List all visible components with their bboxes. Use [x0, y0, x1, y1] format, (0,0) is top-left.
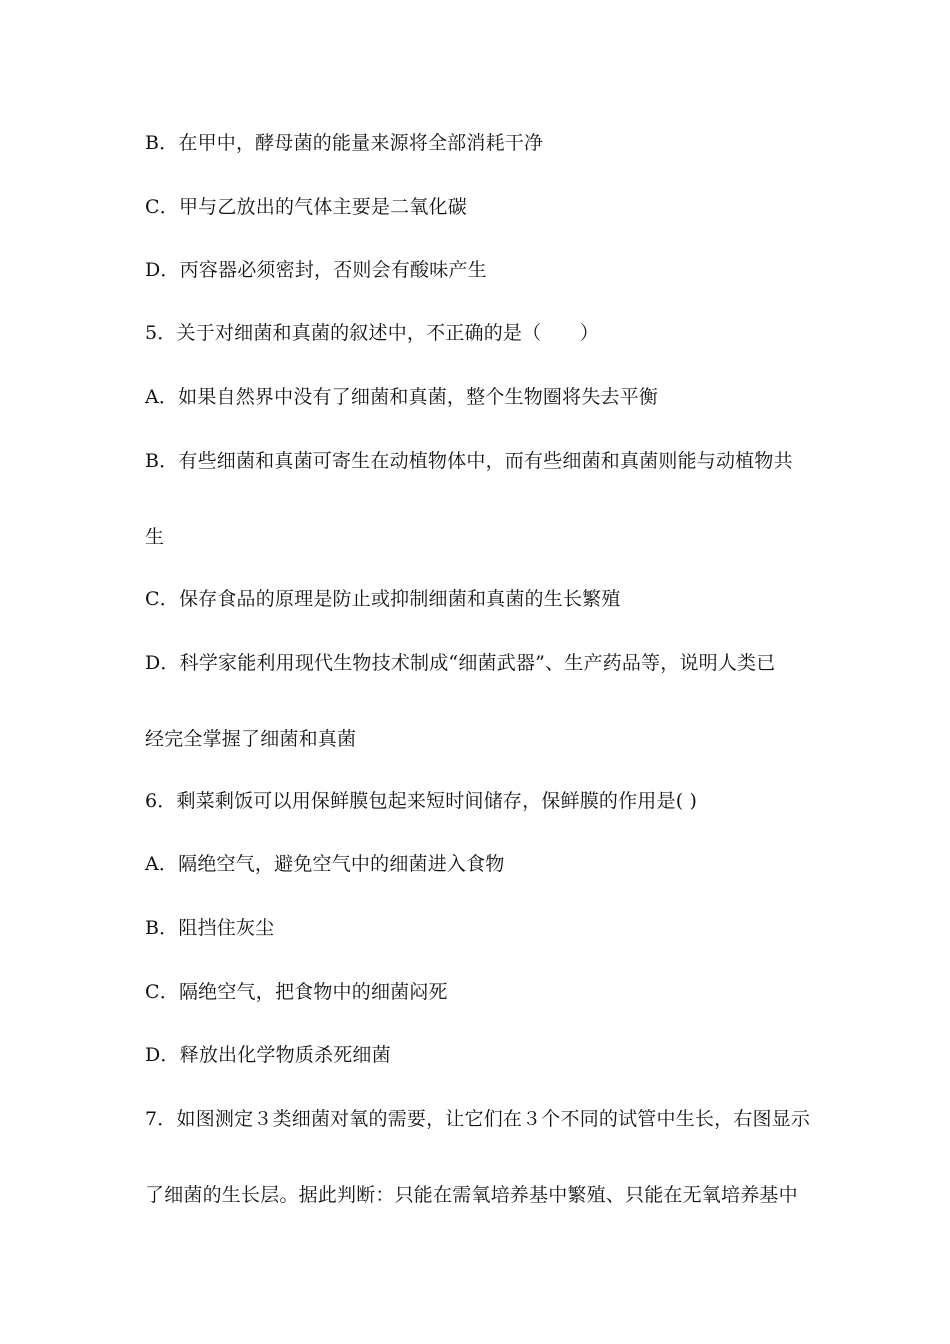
option-4b: B．在甲中，酵母菌的能量来源将全部消耗干净 — [145, 132, 544, 154]
option-4c: C．甲与乙放出的气体主要是二氧化碳 — [145, 196, 467, 218]
option-5b-line-2: 生 — [145, 526, 165, 548]
question-7-stem-line-2: 了细菌的生长层。据此判断：只能在需氧培养基中繁殖、只能在无氧培养基中 — [145, 1184, 798, 1206]
option-5d-line-2: 经完全掌握了细菌和真菌 — [145, 728, 357, 750]
option-5d-line-1: D．科学家能利用现代生物技术制成“细菌武器”、生产药品等，说明人类已 — [145, 652, 776, 674]
option-5b-line-1: B．有些细菌和真菌可寄生在动植物体中，而有些细菌和真菌则能与动植物共 — [145, 450, 793, 472]
option-6b: B．阻挡住灰尘 — [145, 917, 275, 939]
option-4d: D．丙容器必须密封，否则会有酸味产生 — [145, 259, 487, 281]
option-5c: C．保存食品的原理是防止或抑制细菌和真菌的生长繁殖 — [145, 588, 621, 610]
option-5a: A．如果自然界中没有了细菌和真菌，整个生物圈将失去平衡 — [145, 386, 659, 408]
option-6a: A．隔绝空气，避免空气中的细菌进入食物 — [145, 853, 505, 875]
question-5-stem: 5．关于对细菌和真菌的叙述中，不正确的是（ ） — [145, 322, 599, 344]
question-6-stem: 6．剩菜剩饭可以用保鲜膜包起来短时间储存，保鲜膜的作用是( ) — [145, 790, 698, 812]
option-6d: D．释放出化学物质杀死细菌 — [145, 1044, 391, 1066]
option-6c: C．隔绝空气，把食物中的细菌闷死 — [145, 981, 448, 1003]
question-7-stem-line-1: 7．如图测定３类细菌对氧的需要，让它们在３个不同的试管中生长，右图显示 — [145, 1108, 811, 1130]
